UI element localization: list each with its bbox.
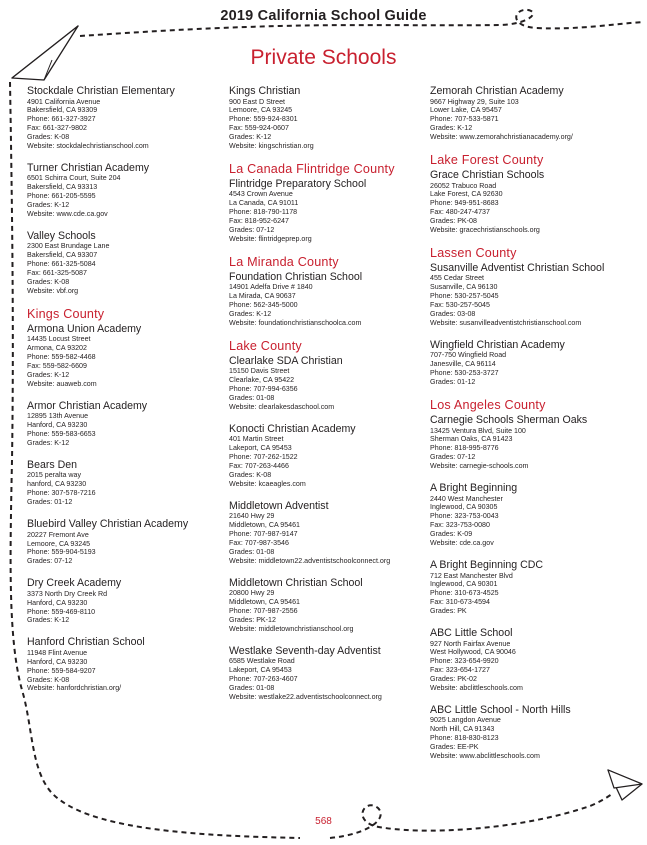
school-detail-line: 707-750 Wingfield Road <box>430 351 507 360</box>
school-name: Middletown Adventist <box>229 499 329 512</box>
school-detail-line: 13425 Ventura Blvd, Suite 100 <box>430 426 526 435</box>
school-detail-line: Fax: 323-753-0080 <box>430 521 490 530</box>
school-detail-line: 6585 Westlake Road <box>229 657 295 666</box>
school-name: Bears Den <box>27 458 78 471</box>
school-name: Kings Christian <box>229 85 301 97</box>
school-name: A Bright Beginning <box>430 482 518 495</box>
school-detail-line: Phone: 818-790-1178 <box>229 208 298 217</box>
school-detail-line: 21640 Hwy 29 <box>229 512 275 521</box>
school-detail-line: 900 East D Street <box>229 97 285 106</box>
school-detail-line: Phone: 323-753-0043 <box>430 512 499 521</box>
school-detail-line: Phone: 562-345-5000 <box>229 301 298 310</box>
school-detail-line: Phone: 323-654-9920 <box>430 657 499 666</box>
school-detail-line: Phone: 559-583-6653 <box>27 430 96 439</box>
region-heading: Kings County <box>27 306 105 321</box>
school-detail-line: Grades: K-08 <box>27 133 70 142</box>
school-name: Konocti Christian Academy <box>229 422 356 435</box>
school-detail-line: 4901 California Avenue <box>27 97 101 106</box>
school-detail-line: Grades: K-12 <box>229 133 272 142</box>
school-detail-line: Fax: 559-924-0607 <box>229 124 289 133</box>
school-entry <box>27 518 217 566</box>
school-entry <box>430 262 642 328</box>
school-name: Wingfield Christian Academy <box>430 338 565 351</box>
school-detail-line: Lemoore, CA 93245 <box>27 539 91 548</box>
school-detail-line: Phone: 707-263-4607 <box>229 675 298 684</box>
school-detail-line: La Canada, CA 91011 <box>229 199 299 208</box>
school-detail-line: 2440 West Manchester <box>430 494 503 503</box>
school-detail-line: 6501 Schirra Court, Suite 204 <box>27 174 121 183</box>
school-detail-line: 3373 North Dry Creek Rd <box>27 589 108 598</box>
school-detail-line: Grades: PK <box>430 607 467 616</box>
school-detail-line: Grades: K-12 <box>229 310 272 319</box>
school-detail-line: Hanford, CA 93230 <box>27 598 88 607</box>
school-entry <box>430 627 642 693</box>
column-left <box>27 85 217 704</box>
school-name: Zemorah Christian Academy <box>430 85 564 97</box>
school-detail-line: Grades: 07-12 <box>430 453 476 462</box>
school-entry <box>430 559 642 616</box>
school-detail-line: Phone: 707-987-9147 <box>229 530 298 539</box>
region-heading: La Miranda County <box>229 254 339 269</box>
school-detail-line: La Mirada, CA 90637 <box>229 292 296 301</box>
school-name: Middletown Christian School <box>229 576 363 589</box>
school-detail-line: Website: middletownchristianschool.org <box>229 624 354 633</box>
school-detail-line: Website: carnegie-schools.com <box>430 462 529 471</box>
school-entry <box>229 271 425 328</box>
school-detail-line: 4543 Crown Avenue <box>229 190 293 199</box>
school-detail-line: Fax: 559-582-6609 <box>27 362 87 371</box>
school-detail-line: Phone: 530-253-3727 <box>430 369 499 378</box>
school-entry <box>430 704 642 761</box>
school-detail-line: Phone: 559-469-8110 <box>27 607 96 616</box>
school-name: Turner Christian Academy <box>27 161 150 174</box>
school-detail-line: Janesville, CA 96114 <box>430 360 496 369</box>
school-detail-line: Website: kingschristian.org <box>229 142 314 151</box>
column-middle <box>229 85 425 713</box>
school-detail-line: Phone: 310-673-4525 <box>430 589 499 598</box>
school-entry <box>27 162 217 219</box>
school-detail-line: Fax: 707-263-4466 <box>229 462 289 471</box>
school-name: Flintridge Preparatory School <box>229 177 367 190</box>
school-name: Dry Creek Academy <box>27 577 122 590</box>
school-entry <box>27 323 217 389</box>
school-detail-line: 712 East Manchester Blvd <box>430 571 513 580</box>
school-detail-line: Website: westlake22.adventistschoolconnect.org <box>229 692 382 701</box>
school-detail-line: 11948 Flint Avenue <box>27 648 88 657</box>
region-heading: Lake Forest County <box>430 153 544 168</box>
school-detail-line: Inglewood, CA 90301 <box>430 580 498 589</box>
school-entry <box>430 339 642 387</box>
school-detail-line: Website: www.cde.ca.gov <box>27 210 108 219</box>
school-detail-line: Grades: K-12 <box>27 616 70 625</box>
page-header: 2019 California School Guide <box>220 8 427 24</box>
school-name: Clearlake SDA Christian <box>229 354 343 367</box>
school-detail-line: Phone: 559-584-9207 <box>27 666 96 675</box>
school-detail-line: Fax: 530-257-5045 <box>430 301 490 310</box>
school-detail-line: Grades: K-08 <box>229 471 272 480</box>
school-detail-line: Susanville, CA 96130 <box>430 283 498 292</box>
school-detail-line: Website: vbf.org <box>27 287 79 295</box>
school-detail-line: Phone: 949-951-8683 <box>430 199 499 208</box>
school-detail-line: Fax: 310-673-4594 <box>430 598 490 607</box>
school-name: Armona Union Academy <box>27 322 142 335</box>
school-entry <box>229 178 425 244</box>
school-name: A Bright Beginning CDC <box>430 559 544 571</box>
school-detail-line: Fax: 480-247-4737 <box>430 208 490 217</box>
school-entry <box>229 355 425 412</box>
school-detail-line: Phone: 707-987-2556 <box>229 607 298 616</box>
school-detail-line: 401 Martin Street <box>229 435 284 444</box>
school-detail-line: Fax: 661-327-9802 <box>27 124 87 133</box>
school-detail-line: Fax: 818-952-6247 <box>229 217 289 226</box>
school-detail-line: Fax: 707-987-3546 <box>229 539 289 548</box>
school-detail-line: Website: hanfordchristian.org/ <box>27 684 122 693</box>
school-entry <box>229 577 425 634</box>
school-detail-line: Phone: 707-262-1522 <box>229 453 298 462</box>
school-entry <box>27 577 217 625</box>
school-name: Hanford Christian School <box>27 636 145 649</box>
school-entry <box>229 423 425 489</box>
school-detail-line: Grades: 07-12 <box>27 557 73 566</box>
school-entry <box>229 645 425 702</box>
school-detail-line: Inglewood, CA 90305 <box>430 503 498 512</box>
school-detail-line: Phone: 818-830-8123 <box>430 734 499 743</box>
school-detail-line: 9667 Highway 29, Suite 103 <box>430 97 519 106</box>
school-detail-line: Grades: 01-08 <box>229 548 275 556</box>
school-detail-line: Grades: K-12 <box>27 439 70 448</box>
region-heading: Lassen County <box>430 245 517 260</box>
school-detail-line: Website: gracechristianschools.org <box>430 226 540 235</box>
school-name: Armor Christian Academy <box>27 399 148 412</box>
school-detail-line: Phone: 559-904-5193 <box>27 548 96 557</box>
school-detail-line: Grades: 01-12 <box>430 378 476 387</box>
school-entry <box>27 230 217 296</box>
school-detail-line: Hanford, CA 93230 <box>27 421 88 430</box>
school-detail-line: Grades: K-12 <box>27 201 70 210</box>
school-detail-line: Lower Lake, CA 95457 <box>430 106 502 115</box>
school-detail-line: 14901 Adelfa Drive # 1840 <box>229 283 313 292</box>
school-detail-line: 2015 peralta way <box>27 471 82 480</box>
school-detail-line: 26052 Trabuco Road <box>430 181 497 190</box>
school-detail-line: 2300 East Brundage Lane <box>27 242 110 251</box>
school-detail-line: Website: susanvilleadventistchristianschool.com <box>430 319 582 327</box>
school-detail-line: Phone: 707-994-6356 <box>229 385 298 394</box>
school-detail-line: Lakeport, CA 95453 <box>229 444 292 453</box>
school-name: Valley Schools <box>27 229 96 242</box>
school-detail-line: Phone: 559-582-4468 <box>27 353 96 362</box>
school-name: Susanville Adventist Christian School <box>430 261 605 274</box>
school-entry <box>27 459 217 507</box>
school-detail-line: Website: flintridgeprep.org <box>229 234 312 243</box>
school-detail-line: Bakersfield, CA 93313 <box>27 183 98 192</box>
school-detail-line: Website: middletown22.adventistschoolconnect.org <box>229 556 391 565</box>
school-name: Bluebird Valley Christian Academy <box>27 518 189 531</box>
school-detail-line: Grades: K-08 <box>27 675 70 684</box>
school-detail-line: Grades: K-12 <box>430 124 473 133</box>
school-detail-line: 12895 13th Avenue <box>27 412 89 421</box>
school-detail-line: Phone: 661-325-5084 <box>27 260 96 269</box>
school-detail-line: 14435 Locust Street <box>27 335 91 344</box>
school-detail-line: Phone: 559-924-8301 <box>229 115 298 124</box>
school-entry <box>229 500 425 566</box>
school-entry <box>27 85 217 151</box>
school-detail-line: Grades: 03-08 <box>430 310 476 319</box>
school-detail-line: Grades: 01-08 <box>229 394 275 403</box>
school-name: Foundation Christian School <box>229 270 363 283</box>
school-name: ABC Little School <box>430 627 513 640</box>
school-detail-line: Website: abclittleschools.com <box>430 684 523 693</box>
school-detail-line: Grades: 07-12 <box>229 226 275 235</box>
school-entry <box>27 400 217 448</box>
school-detail-line: Grades: 01-08 <box>229 684 275 693</box>
school-detail-line: Phone: 818-995-8776 <box>430 444 499 453</box>
school-name: Stockdale Christian Elementary <box>27 85 175 97</box>
school-detail-line: Website: cde.ca.gov <box>430 539 494 548</box>
school-detail-line: Grades: 01-12 <box>27 498 73 507</box>
section-title: Private Schools <box>250 46 397 69</box>
region-heading: Lake County <box>229 338 302 353</box>
school-detail-line: Website: www.abclittleschools.com <box>430 752 540 761</box>
school-detail-line: Phone: 661-205-5595 <box>27 192 96 201</box>
school-detail-line: 20227 Fremont Ave <box>27 530 89 539</box>
school-detail-line: West Hollywood, CA 90046 <box>430 648 516 657</box>
school-detail-line: Clearlake, CA 95422 <box>229 376 295 385</box>
school-detail-line: Grades: EE-PK <box>430 743 479 752</box>
school-detail-line: 15150 Davis Street <box>229 367 290 376</box>
region-heading: La Canada Flintridge County <box>229 161 395 176</box>
school-detail-line: Website: stockdalechristianschool.com <box>27 142 149 151</box>
school-detail-line: Grades: PK-08 <box>430 217 477 226</box>
school-name: Carnegie Schools Sherman Oaks <box>430 414 588 427</box>
school-detail-line: Phone: 707-533-5871 <box>430 115 499 124</box>
school-detail-line: 455 Cedar Street <box>430 274 485 283</box>
school-detail-line: Sherman Oaks, CA 91423 <box>430 435 513 444</box>
school-detail-line: Website: kcaeagles.com <box>229 479 306 488</box>
school-detail-line: Grades: K-08 <box>27 278 70 287</box>
school-entry <box>430 482 642 548</box>
school-detail-line: Bakersfield, CA 93309 <box>27 106 98 115</box>
school-detail-line: Lake Forest, CA 92630 <box>430 190 503 199</box>
school-detail-line: 20800 Hwy 29 <box>229 589 275 598</box>
school-entry <box>430 414 642 471</box>
region-heading: Los Angeles County <box>430 398 546 413</box>
school-entry <box>430 85 642 142</box>
school-detail-line: Middletown, CA 95461 <box>229 598 300 607</box>
school-detail-line: Grades: PK-02 <box>430 675 477 684</box>
school-name: ABC Little School - North Hills <box>430 703 571 716</box>
school-detail-line: Phone: 661-327-3927 <box>27 115 96 124</box>
school-detail-line: Phone: 530-257-5045 <box>430 292 499 301</box>
school-detail-line: Hanford, CA 93230 <box>27 657 88 666</box>
page-number: 568 <box>315 816 332 827</box>
school-detail-line: North Hill, CA 91343 <box>430 725 495 734</box>
school-detail-line: Lakeport, CA 95453 <box>229 666 292 675</box>
school-detail-line: hanford, CA 93230 <box>27 480 87 489</box>
school-detail-line: Fax: 661-325-5087 <box>27 269 87 278</box>
school-detail-line: Grades: K-09 <box>430 530 473 539</box>
school-detail-line: Website: www.zemorahchristianacademy.org/ <box>430 133 573 142</box>
school-detail-line: Website: foundationchristianschoolca.com <box>229 319 362 327</box>
school-name: Westlake Seventh-day Adventist <box>229 644 381 657</box>
school-detail-line: Website: clearlakesdaschool.com <box>229 403 335 412</box>
school-detail-line: Website: auaweb.com <box>27 379 97 388</box>
school-detail-line: Fax: 323-654-1727 <box>430 666 490 675</box>
school-entry <box>27 636 217 693</box>
school-entry <box>430 169 642 235</box>
school-entry <box>229 85 425 151</box>
school-detail-line: Bakersfield, CA 93307 <box>27 251 98 260</box>
school-detail-line: 9025 Langdon Avenue <box>430 716 501 725</box>
school-detail-line: Phone: 307-578-7216 <box>27 489 96 498</box>
school-name: Grace Christian Schools <box>430 169 545 182</box>
school-detail-line: Grades: K-12 <box>27 371 70 380</box>
school-detail-line: Armona, CA 93202 <box>27 344 87 353</box>
school-detail-line: Grades: PK-12 <box>229 616 276 625</box>
paper-plane-bottom-right-icon <box>608 770 642 800</box>
column-right <box>430 85 642 772</box>
school-detail-line: Middletown, CA 95461 <box>229 521 300 530</box>
school-detail-line: Lemoore, CA 93245 <box>229 106 293 115</box>
school-detail-line: 927 North Fairfax Avenue <box>430 639 511 648</box>
